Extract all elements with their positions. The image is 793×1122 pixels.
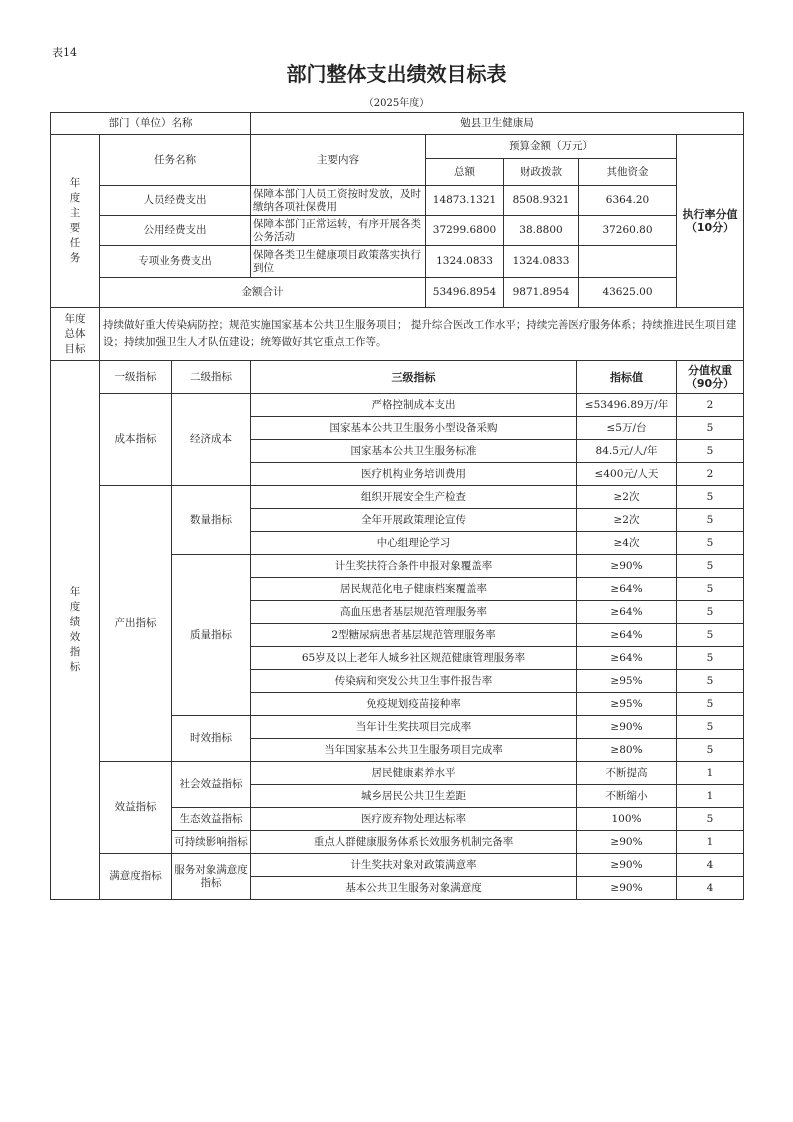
indicator-value: ≥64%	[577, 624, 677, 647]
col-budget: 预算金额（万元）	[426, 135, 677, 159]
level3-indicator: 2型糖尿病患者基层规范管理服务率	[251, 624, 577, 647]
sum-row	[51, 278, 744, 308]
col-other: 其他资金	[579, 159, 677, 186]
col-level3: 三级指标	[251, 361, 577, 394]
indicator-value: 84.5元/人/年	[577, 440, 677, 463]
indicator-weight: 4	[677, 854, 744, 877]
col-task-name: 任务名称	[100, 135, 251, 186]
indicator-value: ≥2次	[577, 509, 677, 532]
level3-indicator: 居民健康素养水平	[251, 762, 577, 785]
col-value: 指标值	[577, 361, 677, 394]
indicator-weight: 5	[677, 417, 744, 440]
task-table	[50, 112, 744, 361]
level3-indicator: 医疗废弃物处理达标率	[251, 808, 577, 831]
dept-value: 勉县卫生健康局	[251, 113, 744, 135]
fiscal-year: （2025年度）	[363, 98, 430, 109]
sum-fiscal: 9871.8954	[504, 278, 579, 308]
indicator-weight: 5	[677, 624, 744, 647]
level3-indicator: 国家基本公共卫生服务标准	[251, 440, 577, 463]
level3-indicator: 65岁及以上老年人城乡社区规范健康管理服务率	[251, 647, 577, 670]
indicator-row	[51, 854, 744, 877]
task-row	[51, 186, 744, 216]
indicator-weight: 5	[677, 555, 744, 578]
indicator-weight: 5	[677, 693, 744, 716]
level3-indicator: 计生奖扶符合条件申报对象覆盖率	[251, 555, 577, 578]
indicator-weight: 1	[677, 762, 744, 785]
exec-score: 执行率分值（10分）	[677, 135, 744, 308]
dept-label: 部门（单位）名称	[51, 113, 251, 135]
indicators-section-label: 年度绩效指标	[51, 361, 100, 900]
indicator-row	[51, 394, 744, 417]
task-name: 人员经费支出	[100, 186, 251, 216]
level3-indicator: 传染病和突发公共卫生事件报告率	[251, 670, 577, 693]
task-total: 1324.0833	[426, 246, 504, 278]
task-name: 公用经费支出	[100, 216, 251, 246]
col-fiscal: 财政拨款	[504, 159, 579, 186]
level1-indicator: 满意度指标	[100, 854, 172, 900]
indicator-value: ≥64%	[577, 647, 677, 670]
indicator-value: ≤400元/人天	[577, 463, 677, 486]
indicator-value: 100%	[577, 808, 677, 831]
level3-indicator: 当年国家基本公共卫生服务项目完成率	[251, 739, 577, 762]
indicator-weight: 5	[677, 486, 744, 509]
level3-indicator: 居民规范化电子健康档案覆盖率	[251, 578, 577, 601]
indicator-value: ≥4次	[577, 532, 677, 555]
indicator-weight: 4	[677, 877, 744, 900]
col-level2: 二级指标	[172, 361, 251, 394]
indicator-weight: 5	[677, 716, 744, 739]
indicator-weight: 1	[677, 831, 744, 854]
task-other	[579, 246, 677, 278]
indicator-weight: 2	[677, 394, 744, 417]
indicator-value: ≥95%	[577, 670, 677, 693]
indicator-weight: 1	[677, 785, 744, 808]
indicator-value: ≥64%	[577, 601, 677, 624]
indicator-weight: 2	[677, 463, 744, 486]
task-fiscal: 38.8800	[504, 216, 579, 246]
level2-indicator: 经济成本	[172, 394, 251, 486]
indicator-weight: 5	[677, 601, 744, 624]
indicator-weight: 5	[677, 440, 744, 463]
indicator-row	[51, 762, 744, 785]
indicator-weight: 5	[677, 532, 744, 555]
level3-indicator: 基本公共卫生服务对象满意度	[251, 877, 577, 900]
indicator-value: ≥2次	[577, 486, 677, 509]
indicator-table	[50, 360, 744, 900]
level1-indicator: 效益指标	[100, 762, 172, 854]
task-row	[51, 246, 744, 278]
level3-indicator: 高血压患者基层规范管理服务率	[251, 601, 577, 624]
indicator-weight: 5	[677, 670, 744, 693]
level3-indicator: 重点人群健康服务体系长效服务机制完备率	[251, 831, 577, 854]
task-row	[51, 216, 744, 246]
page-title: 部门整体支出绩效目标表	[286, 62, 507, 86]
level3-indicator: 当年计生奖扶项目完成率	[251, 716, 577, 739]
indicator-row	[51, 486, 744, 509]
table-number: 表14	[52, 46, 77, 59]
level2-indicator: 社会效益指标	[172, 762, 251, 808]
col-total: 总额	[426, 159, 504, 186]
level1-indicator: 产出指标	[100, 486, 172, 762]
indicator-value: ≥80%	[577, 739, 677, 762]
indicator-weight: 5	[677, 578, 744, 601]
task-other: 6364.20	[579, 186, 677, 216]
indicator-weight: 5	[677, 509, 744, 532]
level2-indicator: 服务对象满意度指标	[172, 854, 251, 900]
task-content: 保障本部门正常运转，有序开展各类公务活动	[251, 216, 426, 246]
indicator-weight: 5	[677, 808, 744, 831]
level2-indicator: 时效指标	[172, 716, 251, 762]
col-task-content: 主要内容	[251, 135, 426, 186]
indicator-weight: 5	[677, 647, 744, 670]
level3-indicator: 免疫规划疫苗接种率	[251, 693, 577, 716]
indicator-value: ≤53496.89万/年	[577, 394, 677, 417]
level3-indicator: 计生奖扶对象对政策满意率	[251, 854, 577, 877]
task-total: 37299.6800	[426, 216, 504, 246]
level3-indicator: 国家基本公共卫生服务小型设备采购	[251, 417, 577, 440]
level3-indicator: 组织开展安全生产检查	[251, 486, 577, 509]
sum-label: 金额合计	[100, 278, 426, 308]
indicator-value: ≥95%	[577, 693, 677, 716]
level3-indicator: 中心组理论学习	[251, 532, 577, 555]
indicator-value: ≤5万/台	[577, 417, 677, 440]
tasks-section-label: 年度主要任务	[51, 135, 100, 308]
indicator-value: ≥90%	[577, 555, 677, 578]
sum-other: 43625.00	[579, 278, 677, 308]
indicator-value: ≥90%	[577, 716, 677, 739]
indicator-value: ≥90%	[577, 831, 677, 854]
indicator-value: ≥90%	[577, 877, 677, 900]
level2-indicator: 数量指标	[172, 486, 251, 555]
sum-total: 53496.8954	[426, 278, 504, 308]
indicator-weight: 5	[677, 739, 744, 762]
level2-indicator: 可持续影响指标	[172, 831, 251, 854]
task-content: 保障各类卫生健康项目政策落实执行到位	[251, 246, 426, 278]
task-name: 专项业务费支出	[100, 246, 251, 278]
level3-indicator: 全年开展政策理论宣传	[251, 509, 577, 532]
task-fiscal: 8508.9321	[504, 186, 579, 216]
task-fiscal: 1324.0833	[504, 246, 579, 278]
level1-indicator: 成本指标	[100, 394, 172, 486]
level2-indicator: 生态效益指标	[172, 808, 251, 831]
level2-indicator: 质量指标	[172, 555, 251, 716]
indicator-value: ≥64%	[577, 578, 677, 601]
indicator-value: 不断缩小	[577, 785, 677, 808]
col-level1: 一级指标	[100, 361, 172, 394]
col-weight: 分值权重（90分）	[677, 361, 744, 394]
task-content: 保障本部门人员工资按时发放，及时缴纳各项社保费用	[251, 186, 426, 216]
task-other: 37260.80	[579, 216, 677, 246]
level3-indicator: 严格控制成本支出	[251, 394, 577, 417]
level3-indicator: 城乡居民公共卫生差距	[251, 785, 577, 808]
goal-label: 年度总体目标	[51, 308, 100, 361]
task-total: 14873.1321	[426, 186, 504, 216]
goal-text: 持续做好重大传染病防控；规范实施国家基本公共卫生服务项目； 提升综合医改工作水平；持续完善医疗服务体系；持续推进民生项目建设；持续加强卫生人才队伍建设；统筹做好其它重点工作等。	[100, 308, 744, 361]
indicator-value: ≥90%	[577, 854, 677, 877]
level3-indicator: 医疗机构业务培训费用	[251, 463, 577, 486]
indicator-value: 不断提高	[577, 762, 677, 785]
